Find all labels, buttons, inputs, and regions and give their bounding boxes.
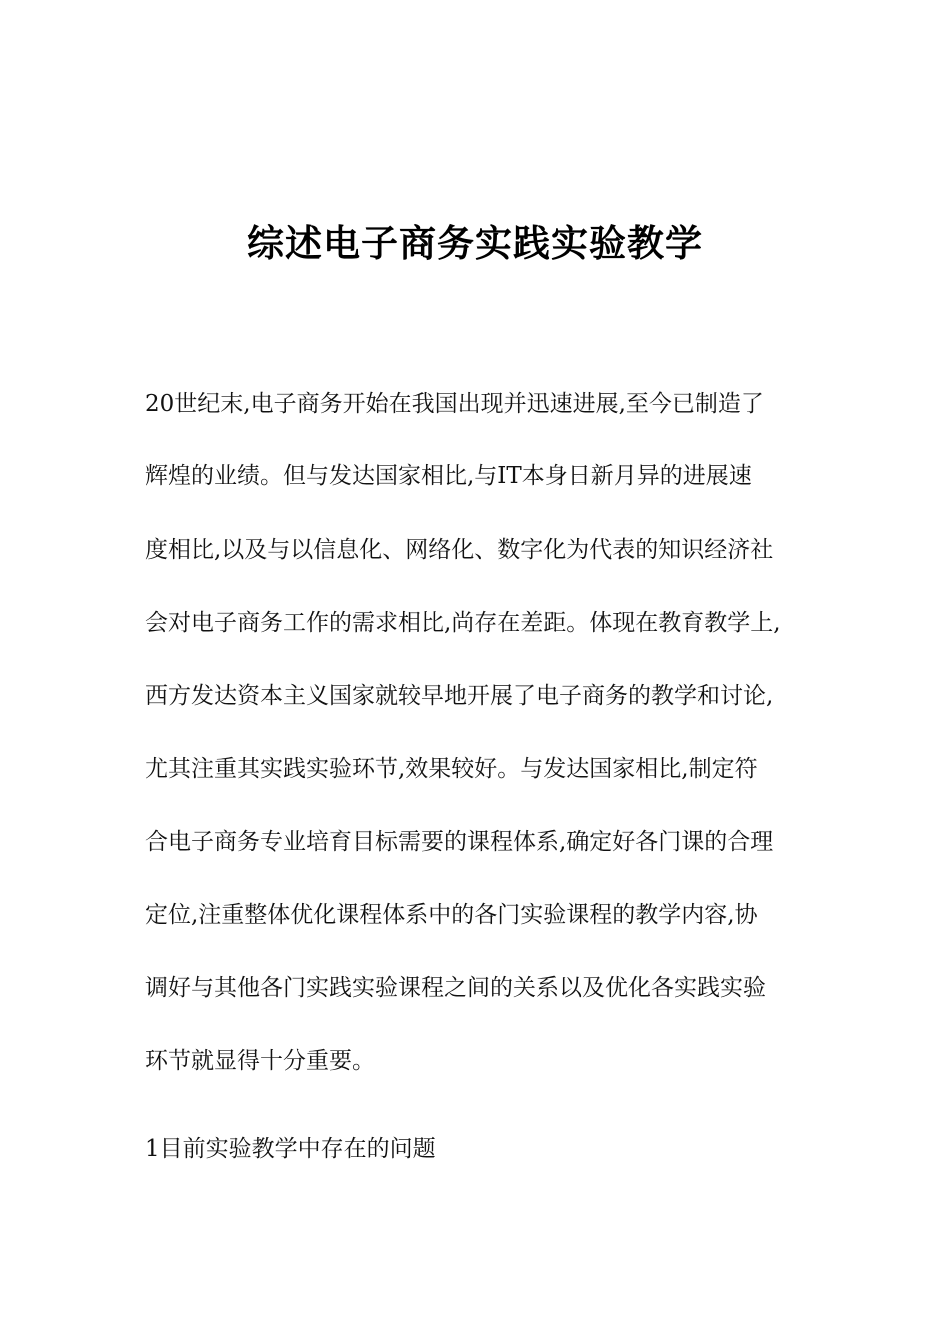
paragraph-line: 20世纪末,电子商务开始在我国出现并迅速进展,至今已制造了 [145, 391, 764, 417]
section-heading: 1目前实验教学中存在的问题 [145, 1136, 436, 1162]
paragraph-line: 辉煌的业绩。但与发达国家相比,与IT本身日新月异的进展速 [145, 463, 752, 489]
paragraph-line: 会对电子商务工作的需求相比,尚存在差距。体现在教育教学上, [145, 610, 781, 636]
paragraph-line: 合电子商务专业培育目标需要的课程体系,确定好各门课的合理 [145, 829, 774, 855]
paragraph-line: 度相比,以及与以信息化、网络化、数字化为代表的知识经济社 [145, 537, 774, 563]
paragraph-line: 调好与其他各门实践实验课程之间的关系以及优化各实践实验 [145, 975, 766, 1001]
paragraph-line: 定位,注重整体优化课程体系中的各门实验课程的教学内容,协 [145, 902, 758, 928]
paragraph-line: 尤其注重其实践实验环节,效果较好。与发达国家相比,制定符 [145, 756, 758, 782]
paragraph-line: 西方发达资本主义国家就较早地开展了电子商务的教学和讨论, [145, 683, 774, 709]
paragraph-line: 环节就显得十分重要。 [145, 1048, 375, 1074]
document-title: 综述电子商务实践实验教学 [247, 222, 703, 265]
